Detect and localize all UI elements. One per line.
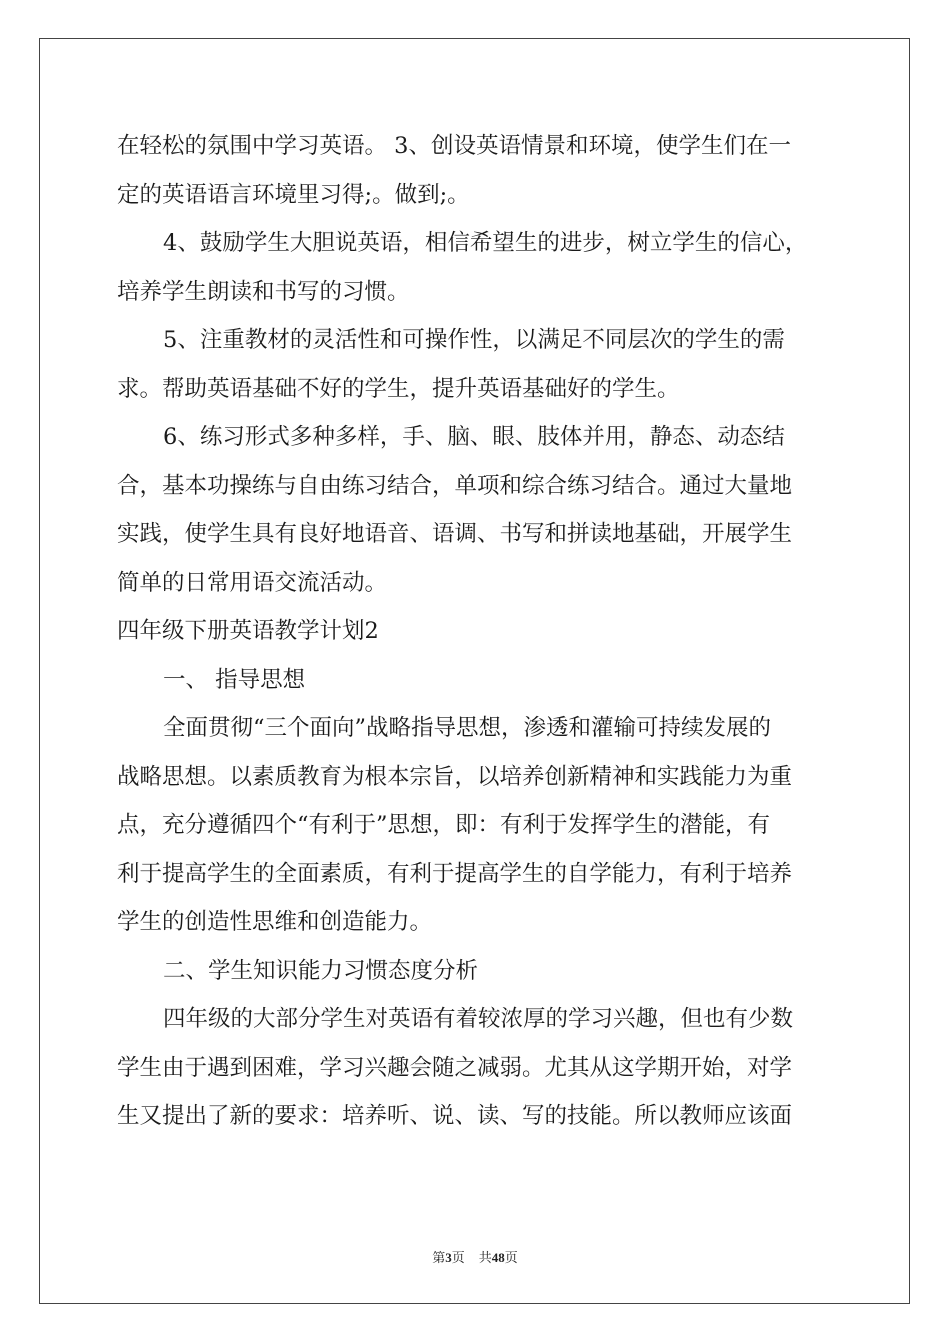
total-prefix: 共 <box>478 1250 492 1265</box>
text-line: 战略思想。以素质教育为根本宗旨，以培养创新精神和实践能力为重 <box>117 763 793 790</box>
page-number: 3 <box>445 1250 452 1265</box>
paragraph-5: 5、注重教材的灵活性和可操作性，以满足不同层次的学生的需 <box>163 327 785 353</box>
text-line: 实践，使学生具有良好地语音、语调、书写和拼读地基础，开展学生 <box>117 521 793 547</box>
document-body <box>117 122 835 1141</box>
paragraph-6: 6、练习形式多种多样，手、脑、眼、肢体并用，静态、动态结 <box>163 424 785 450</box>
page-prefix: 第 <box>432 1250 446 1265</box>
text-line: 利于提高学生的全面素质，有利于提高学生的自学能力，有利于培养 <box>117 860 793 887</box>
text-line: 点，充分遵循四个“有利于”思想，即：有利于发挥学生的潜能，有 <box>117 812 771 838</box>
text-line: 求。帮助英语基础不好的学生，提升英语基础好的学生。 <box>117 375 680 402</box>
text-line: 学生的创造性思维和创造能力。 <box>117 909 433 935</box>
text-line: 在轻松的氛围中学习英语。 3、创设英语情景和环境，使学生们在一 <box>117 133 791 159</box>
heading-student-analysis: 二、学生知识能力习惯态度分析 <box>163 957 479 984</box>
paragraph-4: 4、鼓励学生大胆说英语，相信希望生的进步，树立学生的信心， <box>163 230 808 256</box>
text-line: 合，基本功操练与自由练习结合，单项和综合练习结合。通过大量地 <box>117 472 793 499</box>
page-suffix: 页 <box>451 1250 465 1265</box>
page-footer <box>0 1247 950 1266</box>
text-line: 学生由于遇到困难，学习兴趣会随之减弱。尤其从这学期开始，对学 <box>117 1054 793 1081</box>
text-line: 培养学生朗读和书写的习惯。 <box>117 278 410 305</box>
paragraph-analysis: 四年级的大部分学生对英语有着较浓厚的学习兴趣，但也有少数 <box>163 1006 794 1032</box>
text-line: 简单的日常用语交流活动。 <box>117 569 388 596</box>
total-suffix: 页 <box>504 1250 518 1265</box>
total-pages: 48 <box>491 1250 505 1265</box>
text-line: 生又提出了新的要求：培养听、说、读、写的技能。所以教师应该面 <box>117 1103 793 1129</box>
section-title: 四年级下册英语教学计划2 <box>117 618 379 644</box>
paragraph-guiding: 全面贯彻“三个面向”战略指导思想，渗透和灌输可持续发展的 <box>163 715 772 741</box>
heading-guiding-thought: 一、 指导思想 <box>163 666 306 693</box>
text-line: 定的英语语言环境里习得;。做到;。 <box>117 181 470 208</box>
